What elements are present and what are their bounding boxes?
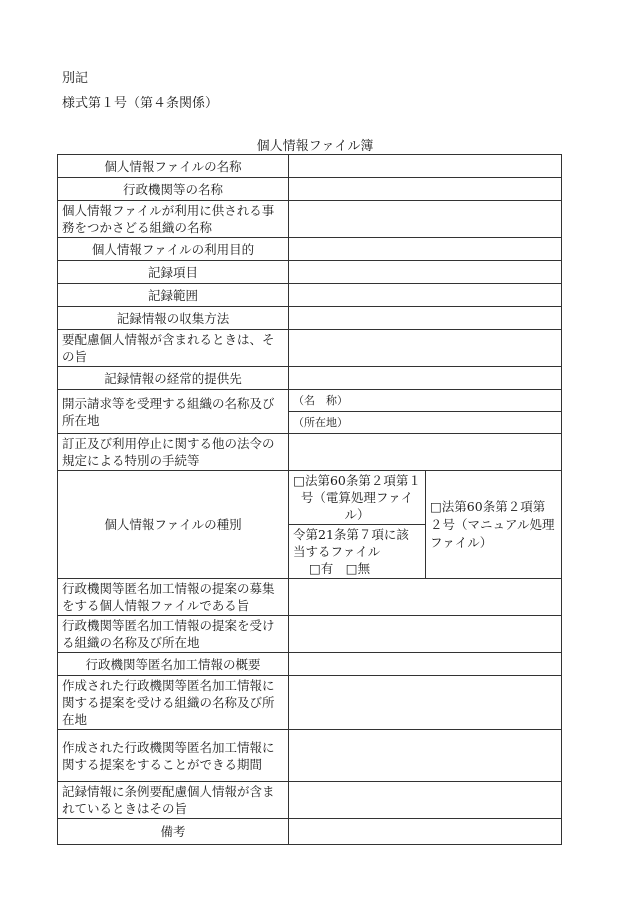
row-label-regular-recipients: 記録情報の経常的提供先 [58, 367, 289, 390]
value-cell-anonymized-solicitation[interactable] [289, 579, 562, 616]
value-cell-proposal-period[interactable] [289, 730, 562, 782]
table-row [58, 730, 562, 782]
table-row [58, 819, 562, 845]
value-cell-purpose[interactable] [289, 238, 562, 261]
value-cell-record-items[interactable] [289, 261, 562, 284]
table-row [58, 471, 562, 525]
row-label-anonymized-summary: 行政機関等匿名加工情報の概要 [58, 653, 289, 676]
value-cell-regular-recipients[interactable] [289, 367, 562, 390]
table-row [58, 201, 562, 238]
row-label-ordinance-sensitive-info: 記録情報に条例要配慮個人情報が含まれているときはその旨 [58, 782, 289, 819]
value-cell-created-proposal-office[interactable] [289, 676, 562, 730]
row-label-sensitive-info: 要配慮個人情報が含まれるときは、その旨 [58, 330, 289, 367]
file-register-table [57, 154, 562, 845]
value-cell-remarks[interactable] [289, 819, 562, 845]
form-number: 様式第１号（第４条関係） [62, 96, 219, 111]
value-cell-disclosure-office-name[interactable]: （名 称） [289, 390, 562, 412]
table-row [58, 238, 562, 261]
value-cell-file-name[interactable] [289, 155, 562, 178]
value-cell-proposal-office[interactable] [289, 616, 562, 653]
row-label-collection-method: 記録情報の収集方法 [58, 307, 289, 330]
page-title: 個人情報ファイル簿 [256, 139, 374, 154]
row-label-file-name: 個人情報ファイルの名称 [58, 155, 289, 178]
value-cell-ordinance-sensitive-info[interactable] [289, 782, 562, 819]
table-row [58, 284, 562, 307]
row-label-agency-name: 行政機関等の名称 [58, 178, 289, 201]
row-label-disclosure-office: 開示請求等を受理する組織の名称及び所在地 [58, 390, 289, 434]
row-label-special-procedures: 訂正及び利用停止に関する他の法令の規定による特別の手続等 [58, 434, 289, 471]
file-type-manual-label: □法第60条第２項第２号（マニュアル処理ファイル） [430, 498, 555, 550]
value-cell-org-name[interactable] [289, 201, 562, 238]
value-cell-special-procedures[interactable] [289, 434, 562, 471]
table-row [58, 579, 562, 616]
table-row [58, 434, 562, 471]
row-label-proposal-office: 行政機関等匿名加工情報の提案を受ける組織の名称及び所在地 [58, 616, 289, 653]
row-label-proposal-period: 作成された行政機関等匿名加工情報に関する提案をすることができる期間 [58, 730, 289, 782]
value-cell-agency-name[interactable] [289, 178, 562, 201]
row-label-file-type: 個人情報ファイルの種別 [58, 471, 289, 579]
table-row [58, 676, 562, 730]
row-label-created-proposal-office: 作成された行政機関等匿名加工情報に関する提案を受ける組織の名称及び所在地 [58, 676, 289, 730]
row-label-anonymized-solicitation: 行政機関等匿名加工情報の提案の募集をする個人情報ファイルである旨 [58, 579, 289, 616]
table-row [58, 653, 562, 676]
value-cell-record-scope[interactable] [289, 284, 562, 307]
value-cell-anonymized-summary[interactable] [289, 653, 562, 676]
table-row [58, 782, 562, 819]
table-row [58, 178, 562, 201]
table-row [58, 390, 562, 412]
file-type-electronic-option[interactable]: □法第60条第２項第１号（電算処理ファイル） [289, 471, 426, 525]
file-type-manual-option[interactable] [426, 471, 562, 579]
row-label-record-items: 記録項目 [58, 261, 289, 284]
table-row [58, 307, 562, 330]
table-row [58, 261, 562, 284]
ordinance-yes-no-checkboxes[interactable]: □有 □無 [309, 561, 371, 576]
table-row [58, 155, 562, 178]
value-cell-sensitive-info[interactable] [289, 330, 562, 367]
row-label-purpose: 個人情報ファイルの利用目的 [58, 238, 289, 261]
row-label-record-scope: 記録範囲 [58, 284, 289, 307]
annex-label: 別記 [62, 71, 89, 86]
file-type-ordinance-cell [289, 525, 426, 579]
table-row [58, 616, 562, 653]
value-cell-collection-method[interactable] [289, 307, 562, 330]
table-row [58, 330, 562, 367]
value-cell-disclosure-office-address[interactable]: （所在地） [289, 412, 562, 434]
row-label-org-name: 個人情報ファイルが利用に供される事務をつかさどる組織の名称 [58, 201, 289, 238]
row-label-remarks: 備考 [58, 819, 289, 845]
table-row [58, 367, 562, 390]
ordinance-file-label: 令第21条第７項に該当するファイル [293, 527, 409, 559]
